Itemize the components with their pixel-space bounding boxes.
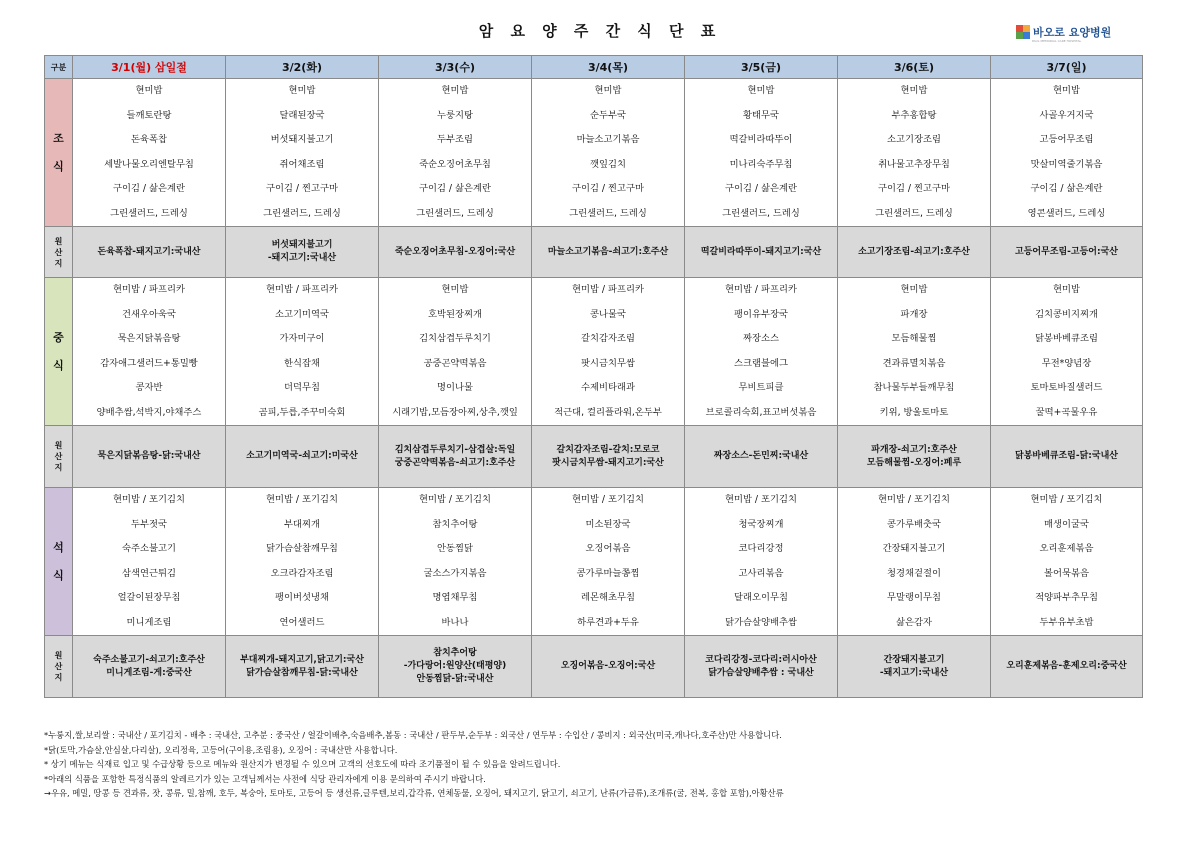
origin-cell xyxy=(838,227,991,278)
menu-item: 그린샐러드, 드레싱 xyxy=(110,207,188,219)
dinner-cell xyxy=(991,488,1143,636)
dinner-cell xyxy=(685,488,838,636)
menu-item: 파개장 xyxy=(900,308,928,320)
menu-item: 구이김 / 찐고구마 xyxy=(878,183,950,194)
page-title: 암 요 양 주 간 식 단 표 xyxy=(478,22,722,40)
footnotes xyxy=(44,728,1144,801)
day-header: 3/7(일) xyxy=(991,56,1143,79)
menu-item: 간장돼지불고기 xyxy=(882,543,946,554)
origin-line: 참치추어탕 xyxy=(433,648,477,658)
origin-cell xyxy=(532,636,685,698)
menu-item: 적근대, 컬리플라워,온두부 xyxy=(554,406,662,418)
menu-item: 그린샐러드, 드레싱 xyxy=(875,207,953,219)
menu-item: 더덕무침 xyxy=(284,382,320,393)
dinner-cell xyxy=(73,488,226,636)
menu-item: 돈육폭찹 xyxy=(131,134,167,145)
gubun-header: 구분 xyxy=(45,56,73,79)
origin-line: 모듬해물찜-오징어:페루 xyxy=(866,457,962,468)
menu-item: 현미밥 xyxy=(747,85,775,96)
meal-label-char: 석 xyxy=(53,540,64,554)
breakfast-cell xyxy=(532,79,685,227)
origin-cell xyxy=(379,227,532,278)
menu-item: 적양파부추무침 xyxy=(1035,592,1098,603)
origin-cell xyxy=(685,426,838,488)
dinner-row xyxy=(45,488,1143,636)
menu-item: 스크램블에그 xyxy=(734,357,788,369)
menu-item: 깻잎김치 xyxy=(590,158,626,170)
menu-item: 미소된장국 xyxy=(585,518,631,530)
origin-cell xyxy=(73,636,226,698)
footnote: →우유, 메밀, 땅콩 등 견과류, 잣, 콩류, 밀,참깨, 호두, 복숭아, 토마토, 고등어 등 생선류,글루텐,보리,갑각류, 연체동물, 오징어, 돼지고기, 닭고기, 쇠고기, 난류(가금류),조개류(굴, 전복, 홍합 포함),아황산류 xyxy=(44,788,784,798)
lunch-cell xyxy=(838,278,991,426)
menu-item: 두부유부초밥 xyxy=(1039,616,1094,628)
origin-line: 김치삼겹두루치기-삼겹살:독일 xyxy=(394,444,516,455)
menu-item: 콩가루마늘쫑찜 xyxy=(576,567,640,579)
menu-item: 호박된장찌개 xyxy=(428,308,482,320)
origin-cell xyxy=(991,636,1143,698)
lunch-cell xyxy=(226,278,379,426)
breakfast-label xyxy=(45,79,73,227)
menu-item: 두부조림 xyxy=(437,134,473,145)
breakfast-row xyxy=(45,79,1143,227)
menu-item: 현미밥 / 포기김치 xyxy=(572,494,644,505)
day-header: 3/1(월) 삼일절 xyxy=(73,56,226,79)
origin-line: 오징어볶음-오징어:국산 xyxy=(560,661,656,671)
day-header: 3/4(목) xyxy=(532,56,685,79)
menu-item: 브로콜리숙회,표고버섯볶음 xyxy=(705,406,817,418)
menu-item: 들깨토란탕 xyxy=(126,109,172,121)
dinner-cell xyxy=(226,488,379,636)
origin-line: -돼지고기:국내산 xyxy=(879,667,949,678)
origin-line: 미니게조림-게:중국산 xyxy=(106,667,192,678)
origin-line: 파개장-쇠고기:호주산 xyxy=(871,444,957,455)
menu-item: 부대찌개 xyxy=(284,518,320,530)
menu-item: 현미밥 / 포기김치 xyxy=(1030,494,1103,505)
meal-label-char: 식 xyxy=(53,159,64,173)
menu-item: 그린샐러드, 드레싱 xyxy=(416,207,494,219)
origin-cell xyxy=(73,227,226,278)
origin-cell xyxy=(685,227,838,278)
origin-line: 팟시금치무쌈-돼지고기:국산 xyxy=(552,457,664,468)
lunch-row xyxy=(45,278,1143,426)
origin-cell xyxy=(838,426,991,488)
logo-icon xyxy=(1016,25,1030,39)
breakfast-cell xyxy=(685,79,838,227)
menu-item: 콩자반 xyxy=(135,382,163,393)
footnote: *누룽지,쌀,보리쌀 : 국내산 / 포기김치 - 배추 : 국내산, 고추분 : 중국산 / 얼갈이배추,숙음배추,봄동 : 국내산 / 판두부,순두부 : 외국산 / 연두부 : 수입산 / 콩비지 : 외국산(미국,캐나다,호주산)만 사용합니다. xyxy=(44,730,782,740)
origin-line: 떡갈비라따뚜이-돼지고기:국산 xyxy=(700,246,822,257)
lunch-label xyxy=(45,278,73,426)
menu-item: 현미밥 xyxy=(1053,284,1080,295)
origin-line: -가다랑어:원양산(태평양) xyxy=(403,661,507,671)
origin-cell xyxy=(226,636,379,698)
menu-item: 갈치감자조림 xyxy=(581,333,635,344)
menu-item: 오크라감자조림 xyxy=(270,567,334,579)
menu-item: 닭가슴살양배추쌈 xyxy=(725,616,797,628)
origin-line: 오리훈제볶음-훈제오리:중국산 xyxy=(1006,661,1127,671)
menu-item: 현미밥 / 파프리카 xyxy=(725,284,797,295)
menu-item: 명이나물 xyxy=(437,382,473,393)
origin-cell xyxy=(226,426,379,488)
origin-line: 묵은지닭볶음탕-닭:국내산 xyxy=(97,451,201,461)
menu-item: 한식잡채 xyxy=(284,357,320,369)
menu-item: 청국장찌개 xyxy=(738,518,784,530)
menu-item: 얼갈이된장무침 xyxy=(117,592,181,603)
origin-line: 닭가슴살참깨무침-닭:국내산 xyxy=(246,667,358,678)
lunch-cell xyxy=(379,278,532,426)
menu-item: 현미밥 / 포기김치 xyxy=(419,494,491,505)
dinner-origin-row xyxy=(45,636,1143,698)
menu-item: 현미밥 xyxy=(135,85,163,96)
origin-cell xyxy=(379,636,532,698)
origin-line: 숙주소불고기-쇠고기:호주산 xyxy=(93,654,205,665)
menu-item: 현미밥 xyxy=(1053,85,1080,96)
origin-label xyxy=(45,227,73,278)
menu-item: 현미밥 / 포기김치 xyxy=(725,494,797,505)
menu-item: 콩가루배춧국 xyxy=(887,518,941,530)
logo-tagline: PAUL MEMORIAL CARE HOSPITAL xyxy=(1032,39,1082,43)
origin-line: 닭가슴살양배추쌈 : 국내산 xyxy=(708,667,814,678)
menu-item: 꿀떡+곡물우유 xyxy=(1035,406,1098,418)
menu-item: 짜장소스 xyxy=(743,333,779,344)
menu-item: 김치콩비지찌개 xyxy=(1035,308,1098,320)
origin-cell xyxy=(226,227,379,278)
footnote: * 상기 메뉴는 식재료 입고 및 수급상황 등으로 메뉴와 원산지가 변경될 수 있으며 고객의 선호도에 따라 조기품절이 될 수 있음을 알려드립니다. xyxy=(44,759,561,769)
menu-item: 미나리숙주무침 xyxy=(729,158,793,170)
menu-item: 달래오이무침 xyxy=(734,592,788,603)
origin-cell xyxy=(991,426,1143,488)
menu-item: 연어샐러드 xyxy=(279,616,325,628)
meal-label-char: 중 xyxy=(53,330,64,344)
origin-label xyxy=(45,636,73,698)
origin-label-char: 지 xyxy=(54,258,63,268)
origin-cell xyxy=(532,426,685,488)
menu-item: 현미밥 / 포기김치 xyxy=(878,494,950,505)
menu-item: 무말랭이무침 xyxy=(887,592,941,603)
menu-item: 닭가슴살참깨무침 xyxy=(266,543,338,554)
origin-line: -돼지고기:국내산 xyxy=(267,253,337,263)
lunch-cell xyxy=(685,278,838,426)
menu-item: 취나물고추장무침 xyxy=(878,158,950,170)
menu-item: 마늘소고기볶음 xyxy=(576,134,640,145)
origin-cell xyxy=(379,426,532,488)
breakfast-cell xyxy=(838,79,991,227)
menu-item: 누룽지탕 xyxy=(437,109,473,121)
menu-item: 현미밥 xyxy=(441,85,469,96)
menu-item: 현미밥 / 파프리카 xyxy=(113,284,185,295)
origin-line: 안동찜닭-닭:국내산 xyxy=(416,674,494,684)
menu-item: 죽순오징어초무침 xyxy=(419,158,491,170)
meal-label-char: 조 xyxy=(53,131,64,145)
lunch-origin-row xyxy=(45,426,1143,488)
menu-item: 그린샐러드, 드레싱 xyxy=(569,207,647,219)
breakfast-cell xyxy=(991,79,1143,227)
lunch-cell xyxy=(991,278,1143,426)
origin-label-char: 산 xyxy=(54,662,63,671)
origin-cell xyxy=(685,636,838,698)
menu-item: 팽이버섯냉채 xyxy=(275,592,329,603)
menu-item: 그린샐러드, 드레싱 xyxy=(722,207,800,219)
menu-item: 닭봉바베큐조림 xyxy=(1035,333,1098,344)
menu-item: 영콘샐러드, 드레싱 xyxy=(1027,207,1106,219)
dinner-cell xyxy=(379,488,532,636)
menu-item: 레몬해초무침 xyxy=(581,592,635,603)
menu-item: 김치삼겹두루치기 xyxy=(419,333,491,344)
origin-line: 궁중곤약떡볶음-쇠고기:호주산 xyxy=(394,457,516,468)
menu-item: 하루견과+두유 xyxy=(577,616,639,628)
menu-item: 맛살미역줄기볶음 xyxy=(1030,158,1103,170)
dinner-cell xyxy=(532,488,685,636)
origin-line: 닭봉바베큐조림-닭:국내산 xyxy=(1015,451,1118,461)
origin-label xyxy=(45,426,73,488)
day-header: 3/3(수) xyxy=(379,56,532,79)
origin-line: 돈육폭찹-돼지고기:국내산 xyxy=(97,246,201,257)
menu-item: 사골우거지국 xyxy=(1039,109,1094,121)
menu-item: 수제비타래과 xyxy=(581,382,635,393)
menu-item: 가자미구이 xyxy=(279,333,325,344)
menu-item: 그린샐러드, 드레싱 xyxy=(263,207,341,219)
menu-item: 구이김 / 삶은계란 xyxy=(1030,183,1103,194)
origin-label-char: 원 xyxy=(54,651,63,660)
header-row xyxy=(45,56,1143,79)
origin-label-char: 산 xyxy=(54,247,63,257)
origin-label-char: 원 xyxy=(54,441,63,450)
menu-item: 구이김 / 삶은계란 xyxy=(725,183,797,194)
menu-item: 감자애그샐러드+통밀빵 xyxy=(100,357,198,369)
menu-item: 미니게조림 xyxy=(126,616,172,628)
menu-item: 매생이굴국 xyxy=(1044,518,1089,530)
weekly-menu-table xyxy=(44,55,1143,698)
menu-item: 오징어볶음 xyxy=(585,543,631,554)
dinner-label xyxy=(45,488,73,636)
menu-item: 현미밥 xyxy=(900,85,928,96)
menu-item: 현미밥 / 파프리카 xyxy=(572,284,644,295)
menu-item: 두부젓국 xyxy=(131,518,167,530)
menu-item: 토마토바질샐러드 xyxy=(1030,382,1103,393)
menu-item: 숙주소불고기 xyxy=(122,543,176,554)
meal-label-char: 식 xyxy=(53,568,64,582)
menu-item: 고등어무조림 xyxy=(1039,134,1094,145)
menu-item: 오리훈제볶음 xyxy=(1039,543,1094,554)
menu-item: 현미밥 xyxy=(288,85,316,96)
day-header: 3/6(토) xyxy=(838,56,991,79)
origin-line: 죽순오징어초무침-오징어:국산 xyxy=(394,246,516,257)
menu-item: 현미밥 / 포기김치 xyxy=(113,494,185,505)
menu-item: 참나물두부들깨무침 xyxy=(873,382,955,393)
dinner-cell xyxy=(838,488,991,636)
menu-item: 현미밥 xyxy=(594,85,622,96)
menu-item: 구이김 / 삶은계란 xyxy=(419,183,491,194)
menu-item: 건새우아욱국 xyxy=(122,308,176,320)
menu-item: 굴소스가지볶음 xyxy=(423,567,487,579)
meal-label-char: 식 xyxy=(53,358,64,372)
origin-cell xyxy=(991,227,1143,278)
menu-item: 팟시금치무쌈 xyxy=(581,357,635,369)
lunch-cell xyxy=(532,278,685,426)
menu-item: 현미밥 xyxy=(441,284,469,295)
menu-item: 현미밥 / 파프리카 xyxy=(266,284,338,295)
origin-line: 간장돼지불고기 xyxy=(883,654,945,665)
menu-item: 삶은감자 xyxy=(896,616,932,628)
origin-label-char: 원 xyxy=(54,236,63,246)
breakfast-cell xyxy=(73,79,226,227)
origin-cell xyxy=(532,227,685,278)
origin-label-char: 지 xyxy=(54,673,63,682)
origin-line: 소고기장조림-쇠고기:호주산 xyxy=(858,246,970,257)
origin-cell xyxy=(73,426,226,488)
menu-item: 달래된장국 xyxy=(279,109,325,121)
origin-line: 갈치감자조림-갈치:모로코 xyxy=(556,444,660,455)
menu-item: 코다리강정 xyxy=(738,543,784,554)
breakfast-cell xyxy=(226,79,379,227)
menu-item: 콩나물국 xyxy=(590,308,626,320)
menu-item: 시래기밥,모듬장아찌,상추,깻잎 xyxy=(392,406,518,418)
breakfast-cell xyxy=(379,79,532,227)
menu-item: 소고기미역국 xyxy=(275,308,329,320)
origin-line: 버섯돼지불고기 xyxy=(271,240,333,250)
menu-item: 세발나물오리엔탈무침 xyxy=(104,158,194,170)
origin-line: 소고기미역국-쇠고기:미국산 xyxy=(246,451,358,461)
menu-item: 삼색연근튀김 xyxy=(122,567,176,579)
menu-item: 명엽채무침 xyxy=(432,592,478,603)
menu-item: 무비트피클 xyxy=(738,382,784,393)
menu-item: 구이김 / 찐고구마 xyxy=(572,183,644,194)
menu-item: 청경채겉절이 xyxy=(887,567,941,579)
menu-item: 양배추쌈,석박지,야채주스 xyxy=(96,406,202,418)
footnote: *닭(토막,가슴살,안심살,다리살), 오리정육, 고등어(구이용,조림용), 오징어 : 국내산만 사용합니다. xyxy=(44,744,398,755)
menu-item: 볼어묵볶음 xyxy=(1044,567,1089,579)
menu-item: 고사리볶음 xyxy=(738,567,784,579)
origin-line: 마늘소고기볶음-쇠고기:호주산 xyxy=(547,246,669,257)
menu-item: 현미밥 / 포기김치 xyxy=(266,494,338,505)
menu-item: 팽이유부장국 xyxy=(734,308,788,320)
menu-item: 떡갈비라따뚜이 xyxy=(729,134,793,145)
origin-label-char: 지 xyxy=(54,463,63,472)
menu-item: 모듬해물찜 xyxy=(891,333,937,344)
origin-line: 고등어무조림-고등어:국산 xyxy=(1015,246,1118,257)
origin-line: 코다리강정-코다리:러시아산 xyxy=(705,654,817,665)
lunch-cell xyxy=(73,278,226,426)
menu-item: 부추홍합탕 xyxy=(891,109,937,121)
menu-item: 쥐어채조림 xyxy=(279,158,325,170)
menu-item: 묵은지닭볶음탕 xyxy=(117,333,181,344)
menu-item: 곰피,두릅,주꾸미숙회 xyxy=(258,406,346,418)
menu-item: 구이김 / 찐고구마 xyxy=(266,183,338,194)
day-header: 3/2(화) xyxy=(226,56,379,79)
menu-item: 안동찜닭 xyxy=(437,543,473,554)
menu-item: 순두부국 xyxy=(590,109,626,121)
menu-item: 키위, 방울토마토 xyxy=(879,406,949,418)
origin-label-char: 산 xyxy=(54,452,63,461)
origin-cell xyxy=(838,636,991,698)
logo-name: 바오로 요양병원 xyxy=(1033,26,1112,39)
footnote: *아래의 식품을 포함한 특정식품의 알레르기가 있는 고객님께서는 사전에 식당 관리자에게 이용 문의하여 주시기 바랍니다. xyxy=(44,773,486,784)
origin-line: 부대찌개-돼지고기,닭고기:국산 xyxy=(240,654,364,665)
menu-item: 공중곤약떡볶음 xyxy=(423,357,487,369)
day-header: 3/5(금) xyxy=(685,56,838,79)
menu-item: 황태무국 xyxy=(743,109,779,121)
menu-item: 참치추어탕 xyxy=(432,518,478,530)
menu-item: 바나나 xyxy=(441,616,469,628)
menu-item: 무전*양념장 xyxy=(1041,357,1092,369)
menu-item: 현미밥 xyxy=(900,284,928,295)
menu-item: 구이김 / 삶은계란 xyxy=(113,183,185,194)
menu-item: 소고기장조림 xyxy=(887,134,941,145)
menu-item: 견과류멸치볶음 xyxy=(882,357,946,369)
breakfast-origin-row xyxy=(45,227,1143,278)
origin-line: 짜장소스-돈민찌:국내산 xyxy=(713,451,809,461)
menu-item: 버섯돼지불고기 xyxy=(270,134,334,145)
